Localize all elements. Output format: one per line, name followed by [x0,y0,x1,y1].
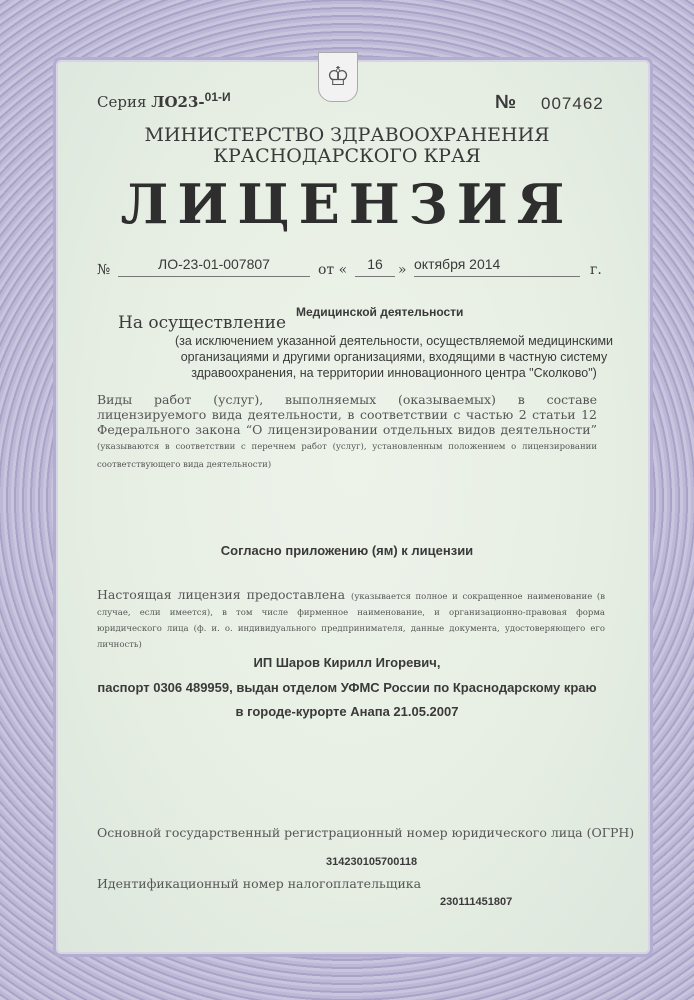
activity-note: (за исключением указанной деятельности, осуществляемой медицинскими организациями и другими организациями, входящими в частную систему здравоохранения, на территории инновационного центра "Сколково") [174,334,614,380]
license-day: 16 [355,256,395,277]
document-title: ЛИЦЕНЗИЯ [120,172,574,236]
works-text: Виды работ (услуг), выполняемых (оказываемых) в составе лицензируемого вида деятельности, в соответствии с частью 2 статьи 12 Федерального закона “О лицензировании отдельных видов деятельности” [97,392,597,437]
works-note: (указываются в соответствии с перечнем работ (услуг), установленным положением о лицензировании соответствующего вида деятельности) [97,442,597,470]
grantee-passport: паспорт 0306 489959, выдан отделом УФМС России по Краснодарскому краю [97,680,597,695]
series [97,90,231,111]
ogrn-label: Основной государственный регистрационный номер юридического лица (ОГРН) [97,825,635,840]
close-quote: » [398,262,407,278]
activity-value: Медицинской деятельности [296,305,464,319]
works-description [97,392,597,473]
grantee-note: (указывается полное и сокращенное наименование (в случае, если имеется), в том числе фирменное наименование, и организационно-правовая форма юридического лица (ф. и. о. индивидуального предпринимателя, данные документа, удостоверяющего его личность) [97,592,606,650]
works-value: Согласно приложению (ям) к лицензии [220,543,474,558]
grantee-name: ИП Шаров Кирилл Игоревич, [253,655,441,670]
inn-label: Идентификационный номер налогоплательщика [97,876,422,891]
license-number: ЛО-23-01-007807 [118,256,310,277]
coat-of-arms-emblem-icon: ♔ [318,52,358,102]
license-no-label: № [97,262,111,278]
grantee-text: Настоящая лицензия предоставлена [97,587,346,602]
series-label: Серия [97,93,147,111]
license-month-year: октября 2014 [414,256,580,277]
form-number: 007462 [541,94,604,113]
ministry-line-2: КРАСНОДАРСКОГО КРАЯ [213,145,481,167]
grantee-description [97,588,605,652]
ogrn-value: 314230105700118 [326,856,418,868]
inn-value: 230111451807 [440,896,513,908]
series-value: ЛО23- [151,93,205,111]
series-suffix: 01-И [204,90,231,104]
ministry-line-1: МИНИСТЕРСТВО ЗДРАВООХРАНЕНИЯ [144,124,550,146]
activity-label: На осуществление [118,313,287,333]
from-label: от « [318,262,348,278]
year-suffix: г. [590,262,602,278]
form-number-label: № [495,92,517,113]
grantee-passport-issue: в городе-курорте Анапа 21.05.2007 [235,704,459,719]
